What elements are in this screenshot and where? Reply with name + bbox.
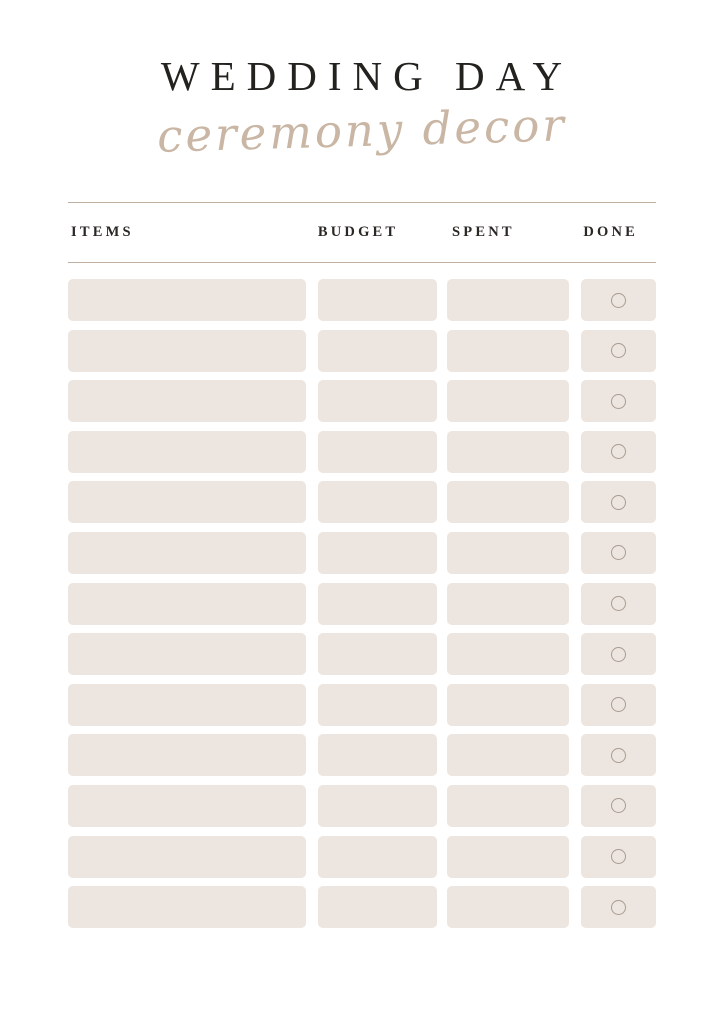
spent-amount-field[interactable] (447, 279, 568, 321)
item-name-field[interactable] (68, 836, 306, 878)
done-cell[interactable] (581, 380, 656, 422)
table-row (68, 330, 656, 372)
table-row (68, 380, 656, 422)
item-name-field[interactable] (68, 279, 306, 321)
table-row (68, 836, 656, 878)
item-name-field[interactable] (68, 583, 306, 625)
budget-amount-field[interactable] (318, 734, 437, 776)
spent-amount-field[interactable] (447, 684, 568, 726)
done-cell[interactable] (581, 279, 656, 321)
done-cell[interactable] (581, 836, 656, 878)
budget-amount-field[interactable] (318, 633, 437, 675)
spent-amount-field[interactable] (447, 532, 568, 574)
budget-amount-field[interactable] (318, 481, 437, 523)
spent-amount-field[interactable] (447, 481, 568, 523)
checkbox-circle-icon[interactable] (611, 394, 626, 409)
budget-amount-field[interactable] (318, 279, 437, 321)
done-cell[interactable] (581, 532, 656, 574)
table-row (68, 481, 656, 523)
budget-amount-field[interactable] (318, 684, 437, 726)
table-row (68, 532, 656, 574)
checkbox-circle-icon[interactable] (611, 748, 626, 763)
checkbox-circle-icon[interactable] (611, 900, 626, 915)
column-header-items: ITEMS (71, 224, 134, 240)
checkbox-circle-icon[interactable] (611, 545, 626, 560)
item-name-field[interactable] (68, 684, 306, 726)
table-header-row (68, 203, 656, 262)
spent-amount-field[interactable] (447, 633, 568, 675)
item-name-field[interactable] (68, 481, 306, 523)
table-row (68, 684, 656, 726)
checkbox-circle-icon[interactable] (611, 293, 626, 308)
budget-amount-field[interactable] (318, 886, 437, 928)
item-name-field[interactable] (68, 785, 306, 827)
spent-amount-field[interactable] (447, 785, 568, 827)
page-subtitle: ceremony decor (156, 98, 568, 163)
checkbox-circle-icon[interactable] (611, 444, 626, 459)
spent-amount-field[interactable] (447, 330, 568, 372)
budget-table (68, 202, 656, 937)
budget-amount-field[interactable] (318, 330, 437, 372)
item-name-field[interactable] (68, 532, 306, 574)
spent-amount-field[interactable] (447, 431, 568, 473)
spent-amount-field[interactable] (447, 734, 568, 776)
done-cell[interactable] (581, 431, 656, 473)
page-title: WEDDING DAY (160, 53, 574, 99)
checkbox-circle-icon[interactable] (611, 495, 626, 510)
budget-amount-field[interactable] (318, 583, 437, 625)
table-body (68, 279, 656, 928)
budget-amount-field[interactable] (318, 532, 437, 574)
item-name-field[interactable] (68, 431, 306, 473)
budget-amount-field[interactable] (318, 380, 437, 422)
checkbox-circle-icon[interactable] (611, 343, 626, 358)
table-row (68, 886, 656, 928)
checkbox-circle-icon[interactable] (611, 849, 626, 864)
column-header-done: DONE (583, 224, 639, 240)
column-header-spent: SPENT (452, 224, 515, 240)
done-cell[interactable] (581, 886, 656, 928)
checkbox-circle-icon[interactable] (611, 647, 626, 662)
done-cell[interactable] (581, 330, 656, 372)
table-row (68, 583, 656, 625)
item-name-field[interactable] (68, 330, 306, 372)
table-row (68, 785, 656, 827)
table-row (68, 279, 656, 321)
checkbox-circle-icon[interactable] (611, 596, 626, 611)
item-name-field[interactable] (68, 633, 306, 675)
budget-amount-field[interactable] (318, 785, 437, 827)
done-cell[interactable] (581, 633, 656, 675)
spent-amount-field[interactable] (447, 380, 568, 422)
done-cell[interactable] (581, 734, 656, 776)
done-cell[interactable] (581, 684, 656, 726)
spent-amount-field[interactable] (447, 836, 568, 878)
spent-amount-field[interactable] (447, 583, 568, 625)
spent-amount-field[interactable] (447, 886, 568, 928)
budget-amount-field[interactable] (318, 836, 437, 878)
table-row (68, 633, 656, 675)
item-name-field[interactable] (68, 380, 306, 422)
page-header (0, 0, 724, 163)
budget-amount-field[interactable] (318, 431, 437, 473)
checkbox-circle-icon[interactable] (611, 697, 626, 712)
table-row (68, 734, 656, 776)
done-cell[interactable] (581, 785, 656, 827)
item-name-field[interactable] (68, 886, 306, 928)
item-name-field[interactable] (68, 734, 306, 776)
column-header-budget: BUDGET (317, 224, 399, 240)
done-cell[interactable] (581, 583, 656, 625)
table-header-rule (68, 262, 656, 263)
done-cell[interactable] (581, 481, 656, 523)
checkbox-circle-icon[interactable] (611, 798, 626, 813)
table-row (68, 431, 656, 473)
